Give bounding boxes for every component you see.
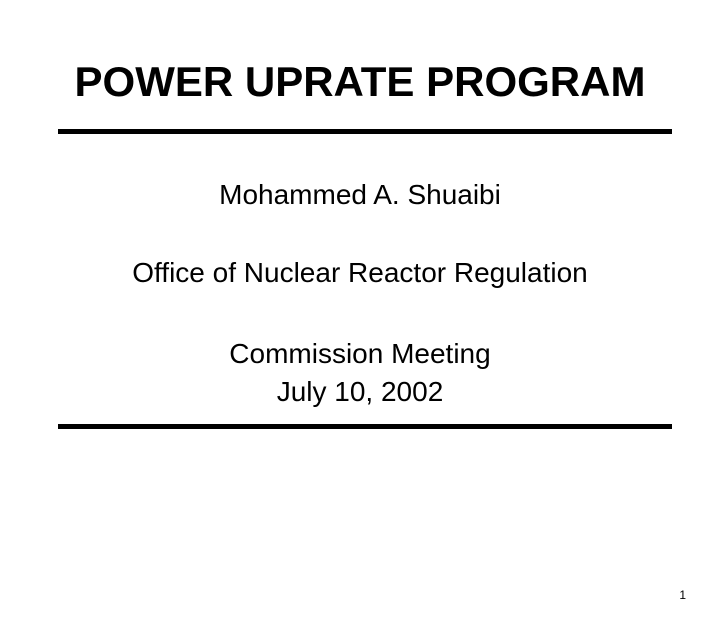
presenter-name: Mohammed A. Shuaibi xyxy=(219,179,501,210)
page-number: 1 xyxy=(679,588,686,602)
meeting-date: July 10, 2002 xyxy=(276,376,444,407)
slide-title: POWER UPRATE PROGRAM xyxy=(74,58,646,105)
top-divider xyxy=(58,129,672,134)
meeting-name: Commission Meeting xyxy=(229,338,491,369)
office-name: Office of Nuclear Reactor Regulation xyxy=(132,257,588,288)
bottom-divider xyxy=(58,424,672,429)
